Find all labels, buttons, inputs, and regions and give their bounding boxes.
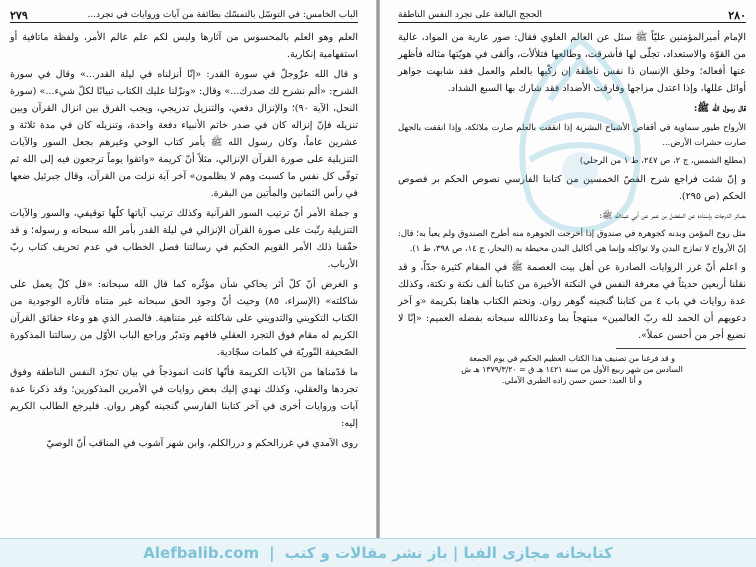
paragraph: قال رسول الله ﷺ: [693, 103, 746, 114]
right-running-head [398, 8, 746, 23]
colophon-divider [616, 348, 746, 349]
left-page [0, 0, 376, 538]
site-footer-banner[interactable] [0, 538, 756, 567]
colophon-line: و قد فرغنا من تصنيف هذا الكتاب العظيم الحكيم في يوم الجمعة [469, 354, 675, 363]
paragraph: و اعلم أنّ غرر الروايات الصادرة عن أهل بيت العصمة ﷺ في المقام كثيرة جدّاً، و قد نقلنا أربعين حديثاً في معرفة النفس في النكتة الأخيرة من كتابنا ألف نكتة و نكتة، وكذلك عدة روايات في باب ٤ من كتابنا گنجينه گوهر روان. ونختم الكتاب هاهنا بكريمة «و آخر دعويهم أن الحمد لله ربّ العالمين» مبتهجاً بما وعدناالله سبحانه بفضله العميم: «إنّا لا نضيع أجر من أحسن عملاً». [398, 262, 746, 341]
left-body-text [10, 29, 358, 452]
citation: (مطلع الشمس، ج ٢، ص ٢٤٧، ط ١ من الرحلي) [579, 155, 746, 165]
paragraph: العلم وهو العلم بالمحسوس من آثارها وليس لكم علم عالم الأمر، ولفظة ماتافية أو استفهامية إنكارية. [10, 32, 358, 60]
left-running-head [10, 8, 358, 23]
paragraph: الإمام أميرالمؤمنين عليّاً ﷺ سئل عن العالم العلوي فقال: صور عارية من المواد، عالية من القوّة والاستعداد، تجلّى لها فأشرقت، وطالعها فتلألأت، وألقى في هويّتها مثاله فأظهر عنها أفعاله؛ وخلق الإنسان ذا نفس ناطقة إن زكّيها بالعلم والعمل فقد شابهت جواهر أوائل عللها، وإذا اعتدل مزاجها وفارقت الأضداد فقد شارك بها السبع الشداد. [398, 32, 746, 94]
colophon-line: السادس من شهر ربيع الأول من سنة ١٤٢١ هـ ق = ١٣٧٩/٣/٢٠ هـ ش [461, 365, 683, 374]
footer-slogan: کتابخانه مجازی الفبا | باز نشر مقالات و کتب [284, 544, 613, 562]
paragraph: و الغرض أنّ كلّ أثر يحاكي شأن مؤثّره كما قال الله سبحانه: «قل كلّ يعمل على شاكلته» (الإسراء، ٨٥) وحيث أنّ وجود الحق سبحانه غير متناه فآثاره الوجودية من الكتاب التكويني والتدويني على شاكلته غير متناهية. فالصدر الذي هو وعاء حقائق القرآن الكريم له مقام فوق التجرد العقلي فافهم وتدبّر وراجع الباب الأوّل من رسالتنا المذكورة الصّحيفة النّوريّة في كلمات سجّادية. [10, 279, 358, 358]
right-running-head-title: الحجج البالغة على تجرد النفس الناطقة [398, 10, 542, 20]
right-page-number: ٢٨٠ [728, 8, 746, 22]
footer-separator: | [269, 544, 275, 562]
paragraph: بصائر الدرجات بإسناده عن المفضل بن عمر عن أبي عبدالله ﷺ: [599, 210, 746, 220]
right-body-text [398, 29, 746, 386]
paragraph: روى الآمدي في غررالحكم و دررالكلم، وابن شهر آشوب في المناقب أنّ الوصيّ [46, 438, 358, 449]
right-page [380, 0, 756, 538]
hadith-text: الأرواح طيور سماوية في أقفاص الأشباح البشرية إذا انقفت بالعلم صارت ملائكة، وإذا انقفت بالجهل صارت حشرات الأرض... [398, 122, 746, 147]
colophon [398, 353, 746, 386]
paragraph: و قال الله عزّوجلّ في سورة القدر: «إنّا أنزلناه في ليلة القدر...» وقال في سورة الشرح: «ألم نشرح لك صدرك...» وقال: «ونزّلنا عليك الكتاب تبيانًا لكلّ شيء...» (سورة النحل، الآية ٩٠)؛ والإنزال دفعي، والتنزيل تدريجي، ويجب الفرق بين انزال القرآن وبين تنزيله فإنّ إنزاله كان في صدر خاتم الأنبياء دفعة واحدة، وتنزيله كان في مدة ثلاثة و عشرين عاماً، وكان رسول الله ﷺ يأمر كتاب الوحي وغيرهم بجعل السور والآيات التنزيلية على صورة القرآن الإنزالي، مثلاً أنّ كريمة «واتقوا يوماً ترجعون فيه إلى الله ثم توفّى كل نفس ما كسبت وهم لا يظلمون» آخر آية نزلت من القرآن، وقال جبرئيل ضعها في رأس الثمانين والمأتين من البقرة. [10, 69, 358, 199]
paragraph: ما قدّمناها من الآيات الكريمة فأنّها كانت انموذجاً في بيان تجرّد النفس الناطقة وفوق تجردها والعقلي، وكذلك نهدي إليك بعض روايات في الأمرين المذكورين؛ وقد ذكرنا عدة آيات وروايات أخرى في آخر كتابنا الفارسي گنجينه گوهر روان. فليرجع الطالب الكريم إليه: [10, 367, 358, 429]
paragraph: و جملة الأمر أنّ ترتيب السور القرآنية وكذلك ترتيب آياتها كلّها توقيفي، والسور والآيات التنزيلية رتّبت على صورة القرآن الإنزالي في ليلة القدر بأمر الله سبحانه و رسوله؛ و قد حقّقنا ذلك الأمر القويم الحكيم في رسالتنا فصل الخطاب في عدم تحريف كتاب ربّ الأرباب. [10, 208, 358, 270]
left-running-head-title: الباب الخامس: في التوسّل بالتمسّك بطائفة من آيات وروايات في تجرد... [87, 10, 358, 20]
hadith-text: مثل روح المؤمن وبدنه كجوهرة في صندوق إذا أخرجت الجوهرة منه أطرح الصندوق ولم يعبأ به؛ قال: إنّ الأرواح لا تمازج البدن ولا تواكله وإنما هي أكاليل البدن محيطة به (البحار، ج ١٤، ص ٣٩٨، ط ١). [398, 228, 746, 253]
paragraph: و إنّ شئت فراجع شرح الفصّ الخمسين من كتابنا الفارسي نصوص الحكم بر فصوص الحكم (ص ٢٩٥). [398, 174, 746, 202]
left-page-number: ٢٧٩ [10, 8, 28, 22]
footer-site[interactable]: Alefbalib.com [143, 544, 260, 562]
colophon-line: و أنا العبد: حسن حسن زاده الطبري الآملي. [501, 376, 643, 385]
